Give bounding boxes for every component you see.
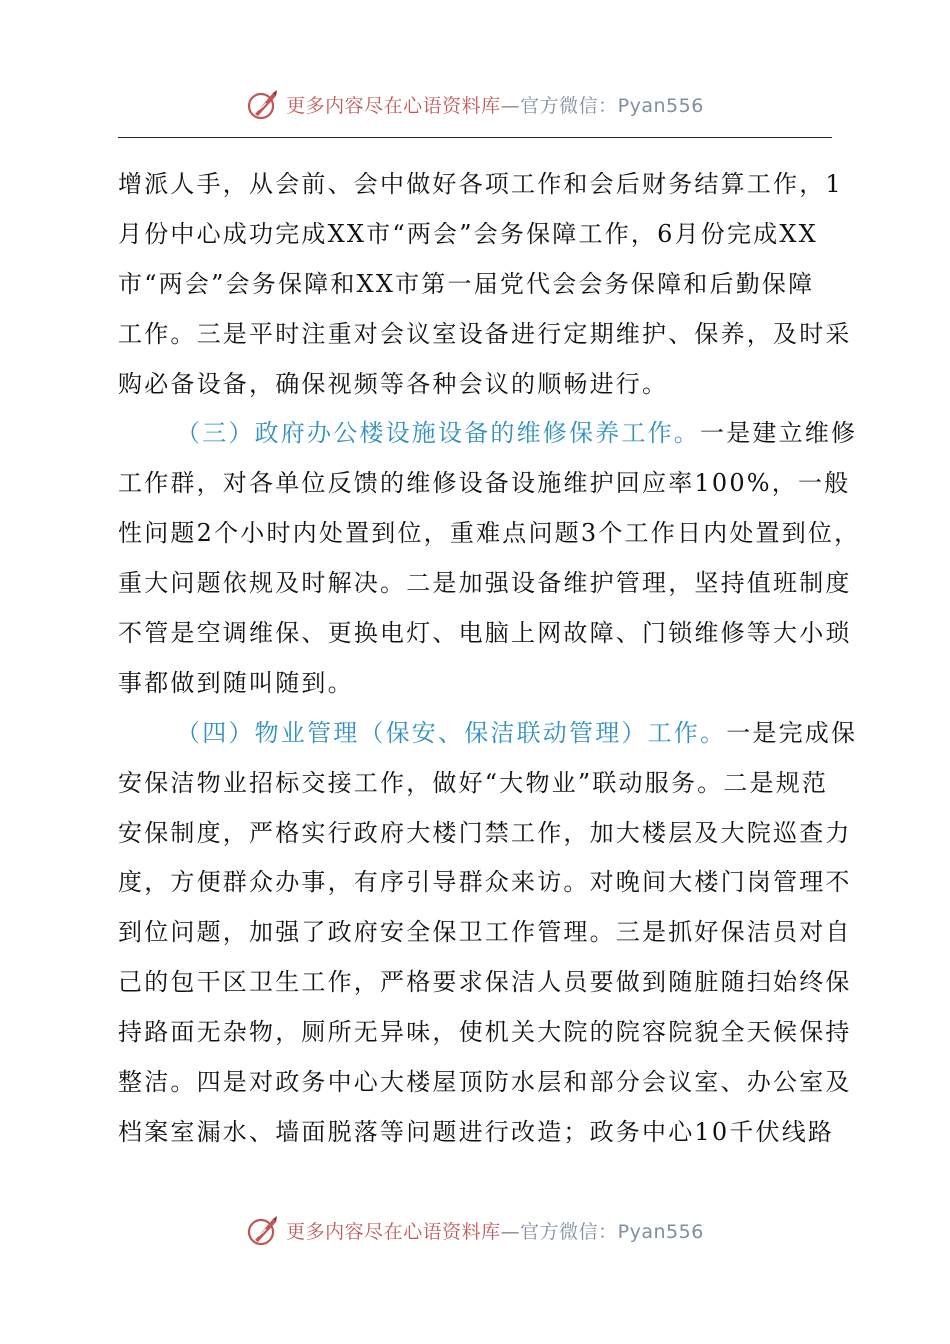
text-line: 安保洁物业招标交接工作，做好“大物业”联动服务。二是规范 [118,768,829,797]
footer-brand-sep: — [500,1220,521,1243]
page-footer [0,1210,950,1250]
section-heading-3: （三）政府办公楼设施设备的维修保养工作。 [176,419,700,448]
section-heading-4: （四）物业管理（保安、保洁联动管理）工作。 [176,718,727,747]
text-line: 度，方便群众办事，有序引导群众来访。对晚间大楼门岗管理不 [118,868,852,897]
header-brand-sep: — [500,94,521,117]
footer-brand [286,1217,704,1244]
text-line: 安保制度，严格实行政府大楼门禁工作，加大楼层及大院巡查力 [118,818,852,847]
header-brand-sub: 官方微信：Pyan556 [520,94,704,117]
text-line: 重大问题依规及时解决。二是加强设备维护管理，坚持值班制度 [118,569,852,598]
page-header [0,84,950,124]
text-line: 工作。三是平时注重对会议室设备进行定期维护、保养，及时采 [118,319,852,348]
text-line: 到位问题，加强了政府安全保卫工作管理。三是抓好保洁员对自 [118,918,852,947]
text-line: 月份中心成功完成XX市“两会”会务保障工作，6月份完成XX [118,219,818,248]
text-line: 己的包干区卫生工作，严格要求保洁人员要做到随脏随扫始终保 [118,968,852,997]
text-line: 工作群，对各单位反馈的维修设备设施维护回应率100%，一般 [118,469,851,498]
quill-pen-logo-icon [246,87,280,121]
footer-brand-main: 更多内容尽在心语资料库 [286,1220,501,1243]
quill-pen-logo-icon [246,1213,280,1247]
section-heading-line [118,409,858,459]
text-line: 增派人手，从会前、会中做好各项工作和会后财务结算工作，1 [118,170,843,198]
header-divider [118,137,832,138]
text-line: 性问题2个小时内处置到位，重难点问题3个工作日内处置到位， [118,519,861,548]
header-brand-main: 更多内容尽在心语资料库 [286,94,501,117]
text-line: 购必备设备，确保视频等各种会议的顺畅进行。 [118,369,669,398]
document-body [118,160,861,1158]
header-brand [286,91,704,118]
footer-brand-sub: 官方微信：Pyan556 [520,1220,704,1243]
text-line: 整洁。四是对政务中心大楼屋顶防水层和部分会议室、办公室及 [118,1068,852,1097]
text-line: 事都做到随叫随到。 [118,668,354,697]
section-heading-line [118,709,858,759]
text-line: 不管是空调维保、更换电灯、电脑上网故障、门锁维修等大小琐 [118,619,852,648]
text-line: 市“两会”会务保障和XX市第一届党代会会务保障和后勤保障 [118,269,815,298]
text-run: 一是建立维修 [700,419,858,448]
text-line: 档案室漏水、墙面脱落等问题进行改造；政务中心10千伏线路 [118,1117,835,1146]
text-line: 持路面无杂物，厕所无异味，使机关大院的院容院貌全天候保持 [118,1018,852,1047]
text-run: 一是完成保 [726,718,858,747]
